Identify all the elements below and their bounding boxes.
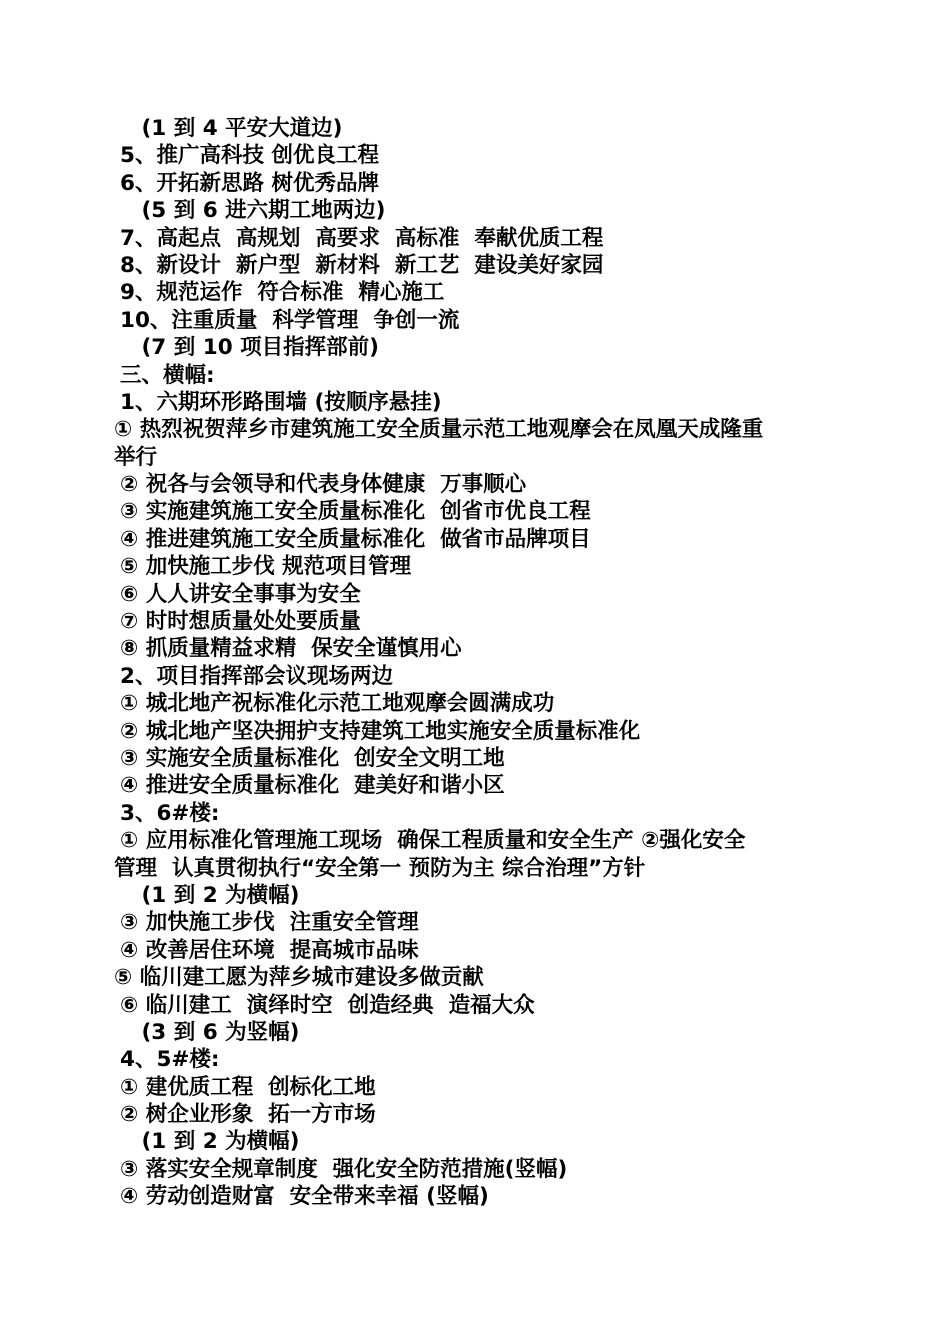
document-line: 2、项目指挥部会议现场两边 <box>120 663 393 689</box>
document-line: 3、6#楼: <box>120 800 220 826</box>
document-line: ③ 实施建筑施工安全质量标准化 创省市优良工程 <box>120 499 591 525</box>
document-line: 三、横幅: <box>120 362 215 388</box>
document-line: ② 树企业形象 拓一方市场 <box>120 1102 376 1128</box>
document-line: 6、开拓新思路 树优秀品牌 <box>120 170 379 196</box>
document-line: ⑥ 人人讲安全事事为安全 <box>120 581 361 607</box>
document-line: ① 热烈祝贺萍乡市建筑施工安全质量示范工地观摩会在凤凰天成隆重 <box>114 417 764 443</box>
document-body <box>0 115 950 1211</box>
document-line: ⑤ 加快施工步伐 规范项目管理 <box>120 554 412 580</box>
document-line: (1 到 2 为横幅) <box>134 1129 300 1155</box>
document-line: ③ 实施安全质量标准化 创安全文明工地 <box>120 745 505 771</box>
document-line: ④ 劳动创造财富 安全带来幸福 (竖幅) <box>120 1184 489 1210</box>
document-line: ⑦ 时时想质量处处要质量 <box>120 609 361 635</box>
document-line: (7 到 10 项目指挥部前) <box>134 335 379 361</box>
document-line: (3 到 6 为竖幅) <box>134 1019 300 1045</box>
document-line: (1 到 2 为横幅) <box>134 882 300 908</box>
document-line: ④ 改善居住环境 提高城市品味 <box>120 937 419 963</box>
document-line: 1、六期环形路围墙 (按顺序悬挂) <box>120 389 442 415</box>
document-line: ③ 落实安全规章制度 强化安全防范措施(竖幅) <box>120 1156 568 1182</box>
document-line: ① 建优质工程 创标化工地 <box>120 1074 376 1100</box>
document-line: 举行 <box>114 444 158 470</box>
document-line: 9、规范运作 符合标准 精心施工 <box>120 280 445 306</box>
document-line: ① 城北地产祝标准化示范工地观摩会圆满成功 <box>120 691 555 717</box>
document-line: 7、高起点 高规划 高要求 高标准 奉献优质工程 <box>120 225 604 251</box>
document-line: 4、5#楼: <box>120 1047 220 1073</box>
document-line: (1 到 4 平安大道边) <box>134 116 343 141</box>
document-line: 5、推广高科技 创优良工程 <box>120 143 379 169</box>
document-line: 管理 认真贯彻执行“安全第一 预防为主 综合治理”方针 <box>114 855 646 881</box>
document-line: (5 到 6 进六期工地两边) <box>134 198 386 224</box>
document-line: ③ 加快施工步伐 注重安全管理 <box>120 910 419 936</box>
document-line: 8、新设计 新户型 新材料 新工艺 建设美好家园 <box>120 252 604 278</box>
document-line: ① 应用标准化管理施工现场 确保工程质量和安全生产 ②强化安全 <box>120 828 746 854</box>
document-line: ② 祝各与会领导和代表身体健康 万事顺心 <box>120 472 527 498</box>
document-line: ④ 推进建筑施工安全质量标准化 做省市品牌项目 <box>120 526 591 552</box>
document-line: ⑤ 临川建工愿为萍乡城市建设多做贡献 <box>114 965 484 991</box>
document-line: ② 城北地产坚决拥护支持建筑工地实施安全质量标准化 <box>120 718 641 744</box>
document-line: ⑥ 临川建工 演绎时空 创造经典 造福大众 <box>120 992 535 1018</box>
document-line: ④ 推进安全质量标准化 建美好和谐小区 <box>120 773 505 799</box>
document-line: 10、注重质量 科学管理 争创一流 <box>120 307 460 333</box>
document-line: ⑧ 抓质量精益求精 保安全谨慎用心 <box>120 636 462 662</box>
